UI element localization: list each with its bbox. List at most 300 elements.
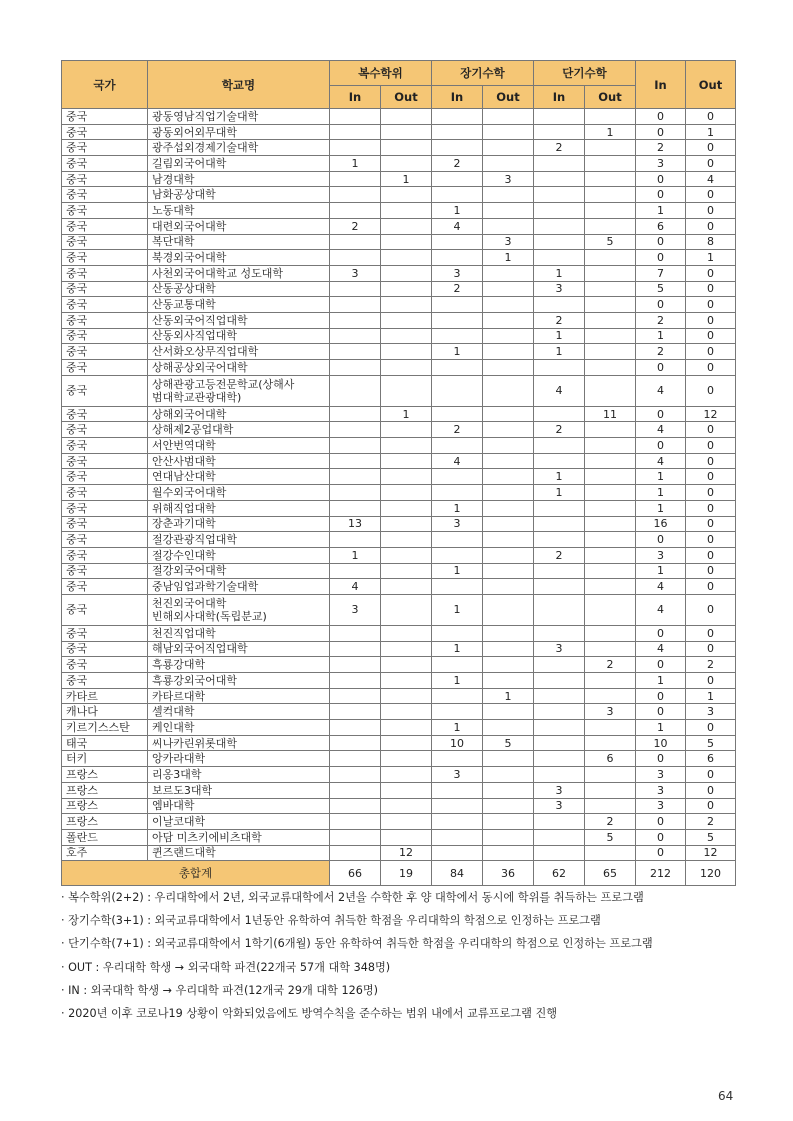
country-cell: 카타르 [62,688,148,704]
in-cell: 3 [636,782,686,798]
dual-out-cell [381,140,432,156]
short-in-cell [534,250,585,266]
long-out-cell [483,375,534,406]
long-in-cell: 2 [432,281,483,297]
long-in-cell [432,171,483,187]
country-cell: 중국 [62,438,148,454]
in-cell: 0 [636,657,686,673]
in-cell: 2 [636,344,686,360]
table-row [62,171,736,187]
table-row [62,438,736,454]
dual-in-cell [330,250,381,266]
dual-in-cell [330,845,381,861]
table-row [62,297,736,313]
in-cell: 4 [636,579,686,595]
dual-in-cell [330,469,381,485]
school-name: 광동영남직업기술대학 [152,109,259,123]
short-in-cell: 1 [534,469,585,485]
table-row [62,547,736,563]
school-name: 산동공상대학 [152,282,216,296]
long-in-cell [432,140,483,156]
in-cell: 0 [636,845,686,861]
total-label: 총합계 [62,861,330,886]
header-dual-in: In [330,86,381,109]
short-in-cell [534,688,585,704]
table-row [62,751,736,767]
country-cell: 중국 [62,297,148,313]
long-out-cell [483,751,534,767]
short-in-cell: 3 [534,281,585,297]
dual-out-cell [381,782,432,798]
dual-out-cell [381,453,432,469]
out-cell: 1 [686,688,736,704]
long-in-cell [432,845,483,861]
in-cell: 0 [636,438,686,454]
short-in-cell [534,767,585,783]
dual-out-cell [381,500,432,516]
long-out-cell [483,673,534,689]
table-row [62,657,736,673]
long-out-cell [483,297,534,313]
long-out-cell [483,422,534,438]
country-cell: 중국 [62,171,148,187]
country-cell: 중국 [62,594,148,625]
school-cell [148,218,330,234]
in-cell: 1 [636,720,686,736]
exchange-table [61,60,736,886]
school-cell [148,156,330,172]
dual-out-cell [381,751,432,767]
out-cell: 0 [686,532,736,548]
long-out-cell [483,109,534,125]
header-dual-degree: 복수학위 [330,61,432,86]
long-in-cell [432,704,483,720]
header-school: 학교명 [148,61,330,109]
long-out-cell [483,328,534,344]
long-in-cell: 3 [432,265,483,281]
out-cell: 0 [686,203,736,219]
school-name: 셀컥대학 [152,705,195,719]
school-name: 산동외사직업대학 [152,329,238,343]
dual-out-cell [381,360,432,376]
short-in-cell: 1 [534,328,585,344]
school-name: 씨나카린위롯대학 [152,736,238,750]
country-cell: 중국 [62,516,148,532]
table-body [62,109,736,886]
country-cell: 중국 [62,109,148,125]
dual-in-cell [330,720,381,736]
out-cell: 0 [686,156,736,172]
out-cell: 0 [686,563,736,579]
school-cell [148,532,330,548]
dual-out-cell [381,579,432,595]
long-out-cell [483,438,534,454]
long-in-cell [432,814,483,830]
long-out-cell [483,720,534,736]
dual-out-cell [381,798,432,814]
school-name: 케인대학 [152,720,195,734]
in-cell: 0 [636,124,686,140]
school-name: 장춘과기대학 [152,517,216,531]
table-row [62,641,736,657]
school-cell [148,250,330,266]
out-cell: 0 [686,579,736,595]
dual-in-cell [330,360,381,376]
long-out-cell [483,704,534,720]
out-cell: 0 [686,265,736,281]
country-cell: 중국 [62,234,148,250]
header-total-in: In [636,61,686,109]
dual-out-cell [381,829,432,845]
long-out-cell [483,563,534,579]
school-name: 남화공상대학 [152,188,216,202]
long-out-cell [483,814,534,830]
short-in-cell: 3 [534,641,585,657]
dual-in-cell [330,735,381,751]
country-cell: 중국 [62,203,148,219]
in-cell: 0 [636,814,686,830]
school-cell [148,845,330,861]
dual-in-cell: 3 [330,265,381,281]
dual-out-cell [381,312,432,328]
note-line: · 2020년 이후 코로나19 상황이 악화되었음에도 방역수칙을 준수하는 범위 내에서 교류프로그램 진행 [61,1007,558,1021]
school-name: 천진직업대학 [152,626,216,640]
in-cell: 4 [636,422,686,438]
dual-out-cell [381,720,432,736]
school-name: 이날코대학 [152,815,206,829]
dual-in-cell: 1 [330,547,381,563]
table-row [62,704,736,720]
long-out-cell [483,453,534,469]
long-out-cell [483,312,534,328]
long-out-cell [483,516,534,532]
dual-in-cell: 13 [330,516,381,532]
dual-out-cell [381,234,432,250]
dual-out-cell [381,422,432,438]
long-out-cell [483,124,534,140]
dual-in-cell [330,657,381,673]
table-row [62,767,736,783]
short-in-cell: 3 [534,782,585,798]
long-out-cell [483,657,534,673]
long-out-cell [483,406,534,422]
school-name: 연대남산대학 [152,470,216,484]
dual-out-cell: 12 [381,845,432,861]
school-cell [148,829,330,845]
dual-out-cell [381,767,432,783]
out-cell: 0 [686,500,736,516]
short-out-cell [585,625,636,641]
table-row [62,187,736,203]
short-out-cell [585,250,636,266]
dual-out-cell [381,688,432,704]
in-cell: 0 [636,704,686,720]
long-out-cell [483,360,534,376]
dual-out-cell [381,109,432,125]
short-in-cell [534,171,585,187]
short-in-cell: 1 [534,344,585,360]
header-long-out: Out [483,86,534,109]
short-in-cell [534,532,585,548]
school-cell [148,344,330,360]
dual-out-cell [381,469,432,485]
school-cell [148,657,330,673]
short-in-cell: 2 [534,547,585,563]
school-cell [148,641,330,657]
dual-out-cell [381,814,432,830]
short-in-cell [534,673,585,689]
dual-in-cell [330,140,381,156]
school-name: 복단대학 [152,235,195,249]
long-in-cell [432,187,483,203]
out-cell: 0 [686,453,736,469]
out-cell: 0 [686,438,736,454]
in-cell: 2 [636,140,686,156]
short-out-cell [585,218,636,234]
long-out-cell [483,641,534,657]
long-in-cell [432,312,483,328]
short-in-cell [534,453,585,469]
dual-in-cell [330,751,381,767]
short-in-cell [534,438,585,454]
country-cell: 중국 [62,532,148,548]
school-name: 노동대학 [152,203,195,217]
dual-in-cell: 1 [330,156,381,172]
country-cell: 중국 [62,218,148,234]
short-out-cell [585,281,636,297]
short-out-cell [585,500,636,516]
dual-out-cell [381,625,432,641]
long-in-cell: 1 [432,500,483,516]
long-out-cell [483,485,534,501]
in-cell: 3 [636,156,686,172]
in-cell: 4 [636,375,686,406]
table-row [62,109,736,125]
school-name: 엠바대학 [152,799,195,813]
table-row [62,563,736,579]
country-cell: 태국 [62,735,148,751]
short-in-cell [534,704,585,720]
short-in-cell [534,124,585,140]
table-row [62,469,736,485]
short-out-cell [585,845,636,861]
in-cell: 4 [636,641,686,657]
short-out-cell [585,297,636,313]
in-cell: 3 [636,547,686,563]
dual-in-cell [330,203,381,219]
short-in-cell [534,579,585,595]
in-cell: 0 [636,297,686,313]
dual-out-cell [381,124,432,140]
dual-out-cell [381,641,432,657]
header-long-in: In [432,86,483,109]
table-row [62,360,736,376]
school-name: 리옹3대학 [152,767,202,781]
school-cell [148,798,330,814]
long-out-cell [483,547,534,563]
school-name: 산서화오상무직업대학 [152,345,259,359]
table-row [62,156,736,172]
out-cell: 1 [686,250,736,266]
school-cell [148,673,330,689]
country-cell: 중국 [62,250,148,266]
school-name: 대련외국어대학 [152,219,227,233]
in-cell: 0 [636,360,686,376]
short-in-cell [534,735,585,751]
school-name: 위해직업대학 [152,501,216,515]
country-cell: 프랑스 [62,767,148,783]
short-in-cell: 2 [534,422,585,438]
out-cell: 0 [686,218,736,234]
short-out-cell [585,312,636,328]
school-name: 절강수인대학 [152,548,216,562]
note-line: · 장기수학(3+1) : 외국교류대학에서 1년동안 유학하여 취득한 학점을 우리대학의 학점으로 인정하는 프로그램 [61,914,601,928]
in-cell: 0 [636,532,686,548]
country-cell: 중국 [62,375,148,406]
table-row [62,625,736,641]
school-name: 상해공상외국어대학 [152,360,248,374]
short-in-cell [534,720,585,736]
dual-in-cell [330,704,381,720]
in-cell: 1 [636,203,686,219]
table-row [62,500,736,516]
in-cell: 0 [636,751,686,767]
country-cell: 중국 [62,344,148,360]
out-cell: 8 [686,234,736,250]
short-out-cell [585,109,636,125]
short-in-cell: 1 [534,485,585,501]
in-cell: 10 [636,735,686,751]
total-short-in-cell: 62 [534,861,585,886]
table-row [62,312,736,328]
out-cell: 0 [686,485,736,501]
table-row [62,688,736,704]
out-cell: 12 [686,406,736,422]
short-out-cell: 5 [585,234,636,250]
dual-out-cell [381,673,432,689]
school-name: 아담 미츠키에비츠대학 [152,830,262,844]
short-in-cell [534,500,585,516]
dual-out-cell [381,218,432,234]
long-in-cell: 1 [432,594,483,625]
country-cell: 중국 [62,673,148,689]
dual-in-cell [330,234,381,250]
out-cell: 5 [686,735,736,751]
school-name-line2: 빈해외사대학(독립분교) [152,609,267,623]
out-cell: 3 [686,704,736,720]
in-cell: 5 [636,281,686,297]
country-cell: 중국 [62,579,148,595]
short-out-cell: 1 [585,124,636,140]
table-row [62,532,736,548]
header-short-in: In [534,86,585,109]
short-out-cell [585,485,636,501]
dual-in-cell [330,532,381,548]
short-out-cell [585,360,636,376]
long-out-cell [483,281,534,297]
long-in-cell: 1 [432,673,483,689]
short-out-cell [585,641,636,657]
dual-out-cell [381,563,432,579]
dual-in-cell [330,563,381,579]
long-out-cell [483,767,534,783]
short-out-cell [585,547,636,563]
long-in-cell: 1 [432,641,483,657]
table-row [62,218,736,234]
table-row [62,579,736,595]
long-out-cell [483,500,534,516]
long-in-cell: 1 [432,563,483,579]
school-name: 월수외국어대학 [152,485,227,499]
in-cell: 1 [636,469,686,485]
short-in-cell [534,156,585,172]
school-cell [148,187,330,203]
school-name: 서안번역대학 [152,438,216,452]
table-row [62,845,736,861]
school-cell [148,516,330,532]
out-cell: 1 [686,124,736,140]
long-in-cell [432,485,483,501]
long-out-cell: 1 [483,250,534,266]
dual-in-cell [330,297,381,313]
long-in-cell [432,782,483,798]
long-out-cell [483,187,534,203]
short-out-cell: 5 [585,829,636,845]
dual-in-cell [330,281,381,297]
table-row [62,798,736,814]
table-row [62,203,736,219]
dual-in-cell [330,375,381,406]
dual-in-cell [330,673,381,689]
dual-in-cell [330,124,381,140]
short-in-cell [534,234,585,250]
table-row [62,516,736,532]
short-out-cell: 2 [585,814,636,830]
note-line: · IN : 외국대학 학생 → 우리대학 파견(12개국 29개 대학 126명) [61,983,379,997]
long-in-cell [432,297,483,313]
out-cell: 6 [686,751,736,767]
short-out-cell [585,563,636,579]
dual-in-cell [330,814,381,830]
table-row [62,344,736,360]
long-in-cell [432,798,483,814]
short-out-cell [585,782,636,798]
in-cell: 1 [636,328,686,344]
in-cell: 3 [636,798,686,814]
school-cell [148,281,330,297]
out-cell: 0 [686,422,736,438]
total-out-cell: 120 [686,861,736,886]
long-out-cell [483,532,534,548]
total-in-cell: 212 [636,861,686,886]
dual-out-cell [381,704,432,720]
dual-in-cell: 2 [330,218,381,234]
dual-out-cell [381,203,432,219]
short-out-cell [585,140,636,156]
long-in-cell [432,547,483,563]
long-in-cell [432,657,483,673]
dual-out-cell [381,375,432,406]
school-cell [148,485,330,501]
school-name: 흑룡강대학 [152,658,206,672]
country-cell: 중국 [62,453,148,469]
dual-out-cell [381,187,432,203]
school-name: 상해제2공업대학 [152,423,234,437]
school-name: 중남임업과학기술대학 [152,580,259,594]
long-in-cell: 3 [432,516,483,532]
out-cell: 0 [686,140,736,156]
long-out-cell [483,782,534,798]
